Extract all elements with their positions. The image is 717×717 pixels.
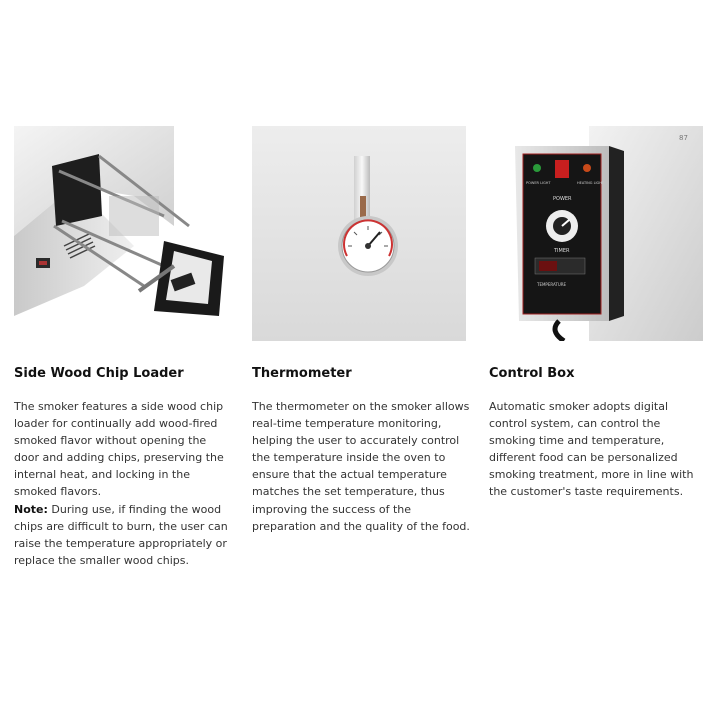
section-title: Thermometer (252, 366, 352, 381)
power-light-label: POWER LIGHT (526, 181, 551, 185)
control-box-photo (489, 126, 703, 341)
section-side-wood-chip-loader (14, 126, 232, 569)
note-text: During use, if finding the wood chips are difficult to burn, the user can raise the temperature appropriately or replace the smaller wood chips. (14, 502, 228, 567)
section-title: Control Box (489, 366, 575, 381)
section-thermometer (252, 126, 470, 535)
heating-light-label: HEATING LIGHT (577, 181, 605, 185)
section-control-box (489, 126, 707, 501)
section-description: The smoker features a side wood chip loader for continually add wood-fired smoked flavor without opening the door and adding chips, preserving the internal heat, and locking in the smoked flavors. Note: During use, if finding the wood chips are difficult to burn, the user can raise the temperature appropriately or replace the smaller wood chips. (14, 400, 228, 567)
section-description: Automatic smoker adopts digital control system, can control the smoking time and temperature, different food can be personalized smoking treatment, more in line with the customer's taste requirements. (489, 400, 694, 499)
power-label: POWER (553, 196, 572, 202)
note-label: Note: (14, 502, 48, 516)
display-label: TEMPERATURE (537, 282, 567, 287)
side-label: 87 (679, 134, 688, 142)
section-description: The thermometer on the smoker allows real-time temperature monitoring, helping the user to accurately control the temperature inside the oven to ensure that the actual temperature matches the set temperature, thus improving the success of the preparation and the quality of the food. (252, 400, 470, 533)
thermometer-photo (252, 126, 466, 341)
wood-chip-loader-photo (14, 126, 228, 341)
timer-label: TIMER (554, 248, 570, 254)
section-title: Side Wood Chip Loader (14, 366, 184, 381)
